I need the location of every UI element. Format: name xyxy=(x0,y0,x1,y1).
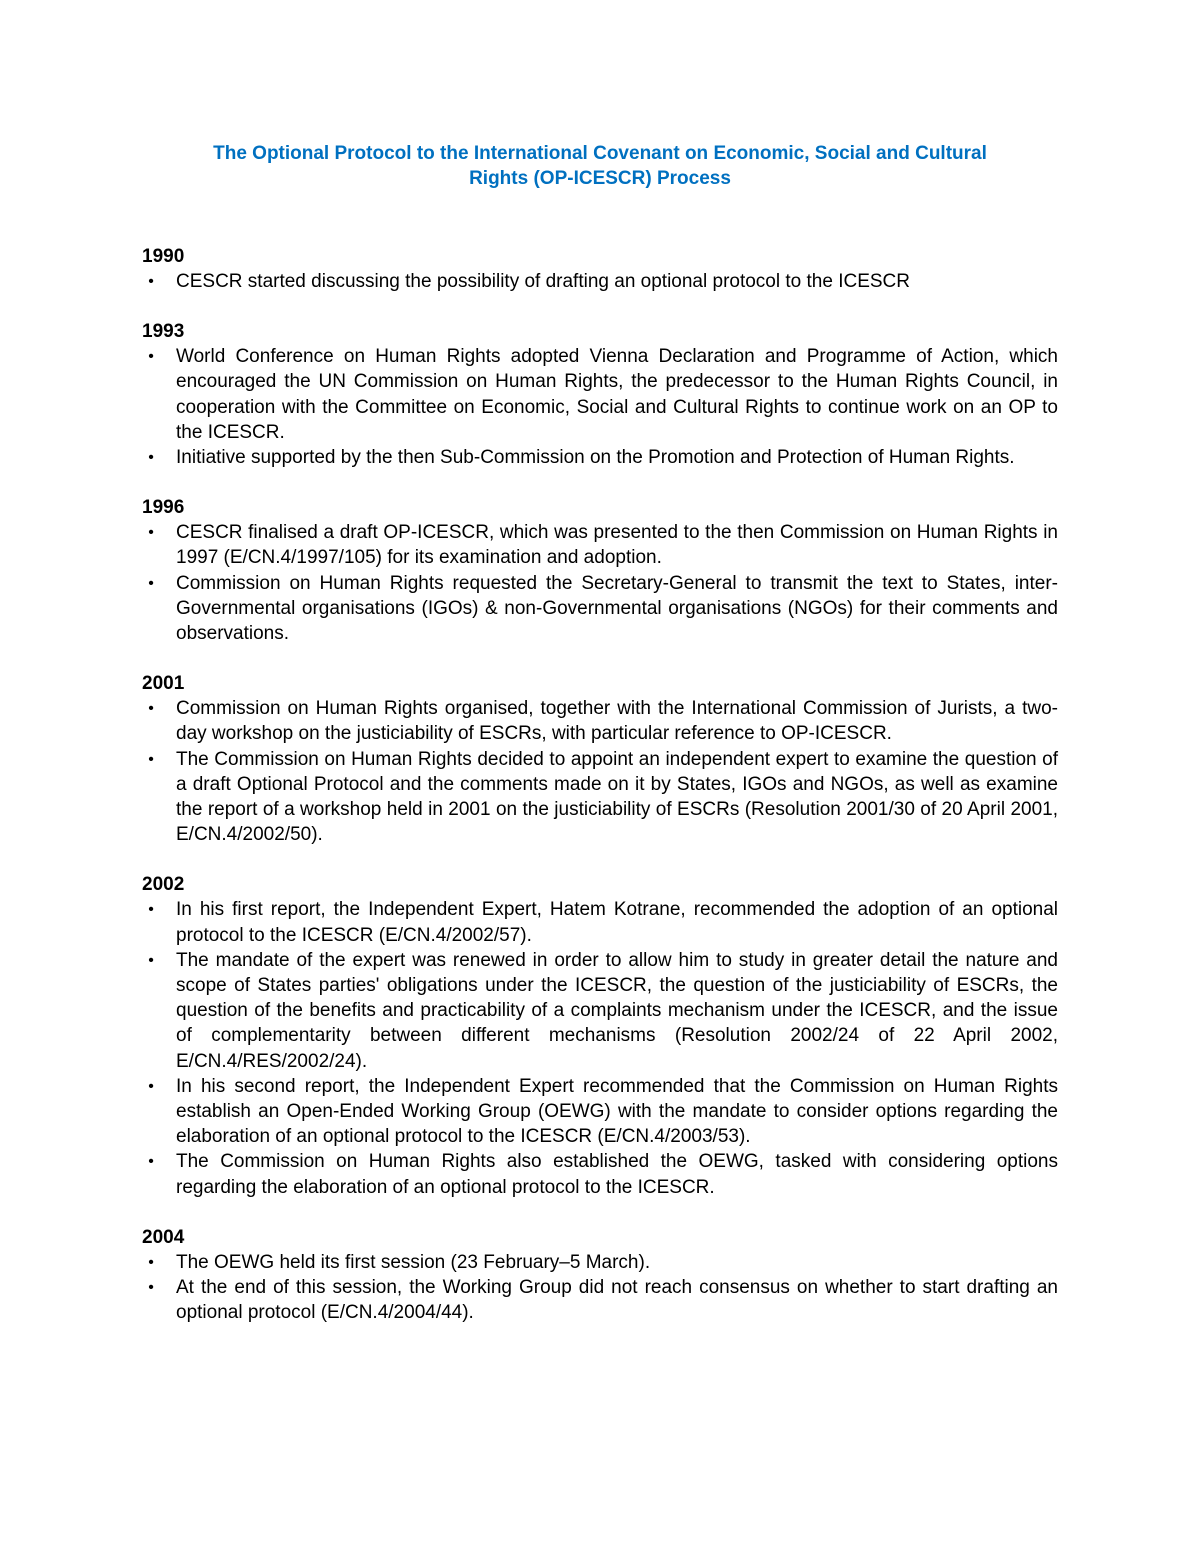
bullet-icon: • xyxy=(148,1253,154,1271)
list-item-text: The Commission on Human Rights decided to appoint an independent expert to examine the question of a draft Optional Protocol and the comments made on it by States, IGOs and NGOs, as well as examine the report of a workshop held in 2001 on the justiciability of ESCRs (Resolution 2001/30 of 20 April 2001, E/CN.4/2002/50). xyxy=(176,748,1058,846)
list-item xyxy=(142,520,1058,570)
section-1996 xyxy=(142,495,1058,646)
bullet-icon: • xyxy=(148,1077,154,1095)
list-item-text: In his first report, the Independent Expert, Hatem Kotrane, recommended the adoption of an optional protocol to the ICESCR (E/CN.4/2002/57). xyxy=(176,899,1058,946)
section-2002 xyxy=(142,872,1058,1199)
list-item xyxy=(142,1074,1058,1150)
list-item xyxy=(142,747,1058,848)
bullet-icon: • xyxy=(148,901,154,919)
year-heading: 2001 xyxy=(142,673,185,695)
list-item-text: Initiative supported by the then Sub-Commission on the Promotion and Protection of Human Rights. xyxy=(176,447,1015,469)
bullet-icon: • xyxy=(148,348,154,366)
bullet-icon: • xyxy=(148,1279,154,1297)
list-item-text: CESCR started discussing the possibility of drafting an optional protocol to the ICESCR xyxy=(176,271,910,292)
list-item-text: The Commission on Human Rights also established the OEWG, tasked with considering options regarding the elaboration of an optional protocol to the ICESCR. xyxy=(176,1151,1058,1198)
year-heading: 1996 xyxy=(142,497,185,519)
bullet-list xyxy=(142,696,1058,847)
bullet-icon: • xyxy=(148,750,154,768)
list-item xyxy=(142,1149,1058,1199)
section-1993 xyxy=(142,319,1058,470)
list-item-text: In his second report, the Independent Expert recommended that the Commission on Human Rights establish an Open-Ended Working Group (OEWG) with the mandate to consider options regarding the elaboration of an optional protocol to the ICESCR (E/CN.4/2003/53). xyxy=(176,1075,1058,1148)
year-heading: 2002 xyxy=(142,874,185,896)
bullet-list xyxy=(142,344,1058,470)
list-item-text: Commission on Human Rights organised, together with the International Commission of Jurists, a two-day workshop on the justiciability of ESCRs, with particular reference to OP-ICESCR. xyxy=(176,698,1058,745)
title-line-1: The Optional Protocol to the International Covenant on Economic, Social and Cultural xyxy=(213,143,987,164)
bullet-list xyxy=(142,1250,1058,1326)
bullet-icon: • xyxy=(148,951,154,969)
section-2004 xyxy=(142,1225,1058,1326)
list-item xyxy=(142,897,1058,947)
timeline-content xyxy=(142,244,1058,1351)
bullet-icon: • xyxy=(148,449,154,467)
list-item-text: Commission on Human Rights requested the Secretary-General to transmit the text to States, inter-Governmental organisations (IGOs) & non-Governmental organisations (NGOs) for their comments and observations. xyxy=(176,572,1058,645)
list-item xyxy=(142,696,1058,746)
bullet-list xyxy=(142,269,1058,294)
document-title xyxy=(140,141,1060,191)
bullet-list xyxy=(142,897,1058,1199)
list-item-text: At the end of this session, the Working Group did not reach consensus on whether to start drafting an optional protocol (E/CN.4/2004/44). xyxy=(176,1277,1058,1324)
year-heading: 2004 xyxy=(142,1226,185,1248)
year-heading: 1990 xyxy=(142,246,185,267)
section-2001 xyxy=(142,671,1058,847)
list-item-text: World Conference on Human Rights adopted Vienna Declaration and Programme of Action, which encouraged the UN Commission on Human Rights, the predecessor to the Human Rights Council, in cooperation with the Committee on Economic, Social and Cultural Rights to continue work on an OP to the ICESCR. xyxy=(176,346,1058,443)
list-item-text: CESCR finalised a draft OP-ICESCR, which was presented to the then Commission on Human Rights in 1997 (E/CN.4/1997/105) for its examination and adoption. xyxy=(176,522,1058,569)
bullet-icon: • xyxy=(148,524,154,542)
section-1990 xyxy=(142,244,1058,294)
bullet-icon: • xyxy=(148,1153,154,1171)
list-item xyxy=(142,1250,1058,1275)
list-item xyxy=(142,344,1058,445)
list-item-text: The OEWG held its first session (23 February–5 March). xyxy=(176,1251,651,1273)
bullet-icon: • xyxy=(148,574,154,592)
list-item xyxy=(142,269,1058,294)
bullet-icon: • xyxy=(148,700,154,718)
list-item-text: The mandate of the expert was renewed in order to allow him to study in greater detail the nature and scope of States parties' obligations under the ICESCR, the question of the justiciability of ESCRs, the question of the benefits and practicability of a complaints mechanism under the ICESCR, and the issue of complementarity between different mechanisms (Resolution 2002/24 of 22 April 2002, E/CN.4/RES/2002/24). xyxy=(176,949,1058,1072)
list-item xyxy=(142,445,1058,470)
list-item xyxy=(142,1275,1058,1325)
list-item xyxy=(142,571,1058,647)
year-heading: 1993 xyxy=(142,321,185,343)
bullet-icon: • xyxy=(148,273,154,290)
list-item xyxy=(142,948,1058,1074)
title-line-2: Rights (OP-ICESCR) Process xyxy=(469,168,731,189)
bullet-list xyxy=(142,520,1058,646)
